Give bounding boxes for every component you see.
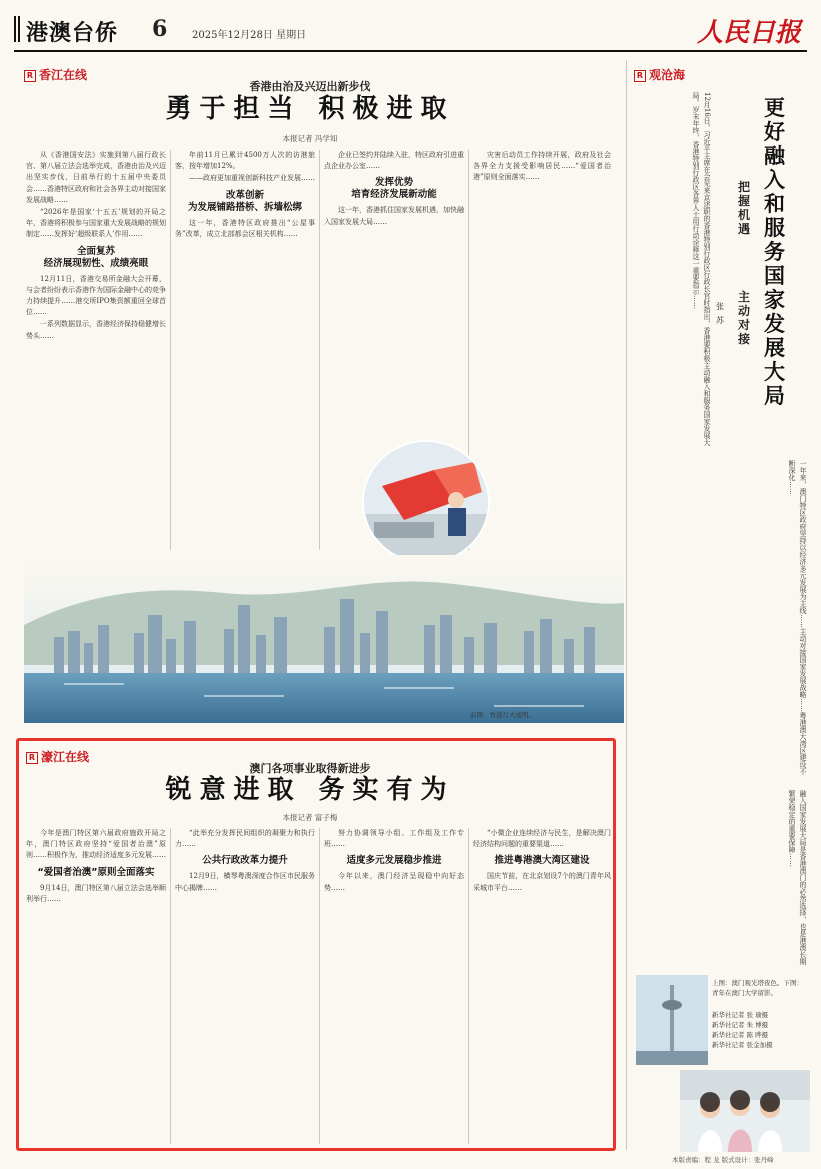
right-subtitle-2: 主动对接 xyxy=(738,290,751,346)
paragraph: 这一年，香港抓住国家发展机遇，加快融入国家发展大局…… xyxy=(324,206,464,226)
tag-icon: R xyxy=(634,70,646,82)
top-photo-caption: 前图：香港灯火通明。 xyxy=(470,711,535,719)
paragraph: 从《香港国安法》实施到第八届行政长官、第八届立法会选举完成，香港由治及兴迈出坚实步伐，日前举行的十五届中央委员会……香港特区政府和社会各界主动对接国家发展战略…… xyxy=(26,151,166,204)
subhead: 推进粤港澳大湾区建设 xyxy=(494,855,590,867)
credit-line: 新华社记者 陈 晔摄 xyxy=(712,1031,769,1039)
subhead: 适度多元发展稳步推进 xyxy=(346,855,442,867)
top-column-2 xyxy=(175,150,315,555)
bottom-column-1 xyxy=(26,828,166,1146)
column-divider xyxy=(319,150,320,550)
bottom-headline: 锐意进取 务实有为 xyxy=(165,775,455,805)
paragraph: 12月11日，香港交易所金融大会开幕，与会者纷纷表示香港作为国际金融中心的竞争力持续提升……港交所IPO集资额重回全球首位…… xyxy=(26,274,166,317)
bottom-byline: 本报记者 富子梅 xyxy=(282,813,338,822)
section-tag-hk: R 香江在线 xyxy=(24,66,87,83)
credit-line: 新华社记者 张金加摄 xyxy=(712,1041,773,1049)
masthead-bar xyxy=(14,16,20,42)
subhead: 发挥优势 培育经济发展新动能 xyxy=(351,177,437,201)
paragraph: “2026年是国家‘十五五’规划的开局之年，香港将积极参与国家重大发展战略的规划制定……发挥好‘超级联系人’作用…… xyxy=(26,208,166,239)
paragraph: “此举充分发挥民间组织的凝聚力和执行力…… xyxy=(175,829,315,849)
right-body-middle: 一年来，澳门特区政府坚持以经济多元发展为主线……主动对接国家发展战略……粤港澳大湾区建设不断深化…… xyxy=(788,460,807,775)
bottom-photo-caption: 上图：澳门观光塔夜色。下图：青年在澳门大学留影。 xyxy=(712,979,803,997)
right-subtitle-1: 把握机遇 xyxy=(738,180,751,236)
paragraph: 12月9日，横琴粤澳深度合作区市民服务中心揭牌…… xyxy=(175,872,315,892)
bottom-column-3 xyxy=(324,828,464,1146)
issue-date: 2025年12月28日 星期日 xyxy=(192,30,307,41)
top-byline: 本报记者 冯学知 xyxy=(282,134,338,143)
bottom-column-2 xyxy=(175,828,315,1146)
credit-line: 新华社记者 朱 博摄 xyxy=(712,1021,769,1029)
paragraph: 这一年，香港特区政府推出“公屋事务”改革，成立北部都会区相关机构…… xyxy=(175,218,315,238)
paragraph: 灾害后动员工作持续开展，政府及社会各界全力支援受影响居民……“爱国者治港”原则全面落实…… xyxy=(473,151,611,182)
paragraph: 年前11月已累计4500万人次的访港旅客，按年增加12%。 xyxy=(175,151,315,171)
paragraph: 9月14日，澳门特区第八届立法会选举顺利举行…… xyxy=(26,883,166,903)
column-divider xyxy=(170,150,171,550)
tag-icon: R xyxy=(26,752,38,764)
column-divider xyxy=(170,828,171,1144)
paragraph: ——政府更加重视创新科技产业发展…… xyxy=(189,174,315,183)
top-headline: 勇于担当 积极进取 xyxy=(165,94,455,124)
column-divider xyxy=(468,828,469,1144)
section-tag-macau: R 濠江在线 xyxy=(26,748,89,765)
masthead-rule xyxy=(14,50,807,52)
section-title: 港澳台侨 xyxy=(26,20,119,46)
section-tag-guan-canghai: R 观沧海 xyxy=(634,66,685,83)
top-column-3 xyxy=(324,150,464,440)
right-author: 张 苏 xyxy=(716,302,724,325)
right-body-upper: 12月16日，习近平主席在会见来京述职的香港特别行政区行政长官时指出，香港要积极主动融入和服务国家发展大局。岁末年终，香港特别行政区各界人士用行动诠释这一重要指示…… xyxy=(692,92,711,446)
photo-credits xyxy=(712,1010,808,1050)
right-body-lower: 融入国家发展大局是香港澳门的必然选择，也是港澳长期繁荣稳定的重要保障…… xyxy=(788,790,807,965)
paragraph: “小微企业连续经济与民生，是解决澳门经济结构问题的重要渠道…… xyxy=(473,829,611,849)
subhead: 全面复苏 经济展现韧性、成绩亮眼 xyxy=(43,245,149,269)
top-column-1 xyxy=(26,150,166,555)
right-column-divider xyxy=(626,60,627,1150)
top-kicker: 香港由治及兴迈出新步伐 xyxy=(249,80,371,93)
hong-kong-skyline-photo xyxy=(24,555,624,723)
worker-photo xyxy=(362,440,490,564)
subhead: “爱国者治澳”原则全面落实 xyxy=(37,866,155,878)
paragraph: 努力协调领导小组、工作组及工作专班…… xyxy=(324,829,464,849)
subhead: 改革创新 为发展铺路搭桥、拆墙松绑 xyxy=(187,189,302,213)
paragraph: 企业已签约并陆续入驻，特区政府引进重点企业办公室…… xyxy=(324,151,464,171)
bottom-kicker: 澳门各项事业取得新进步 xyxy=(249,762,371,775)
right-headline: 更好融入和服务国家发展大局 xyxy=(764,96,785,408)
tag-icon: R xyxy=(24,70,36,82)
top-column-4 xyxy=(473,150,611,550)
students-selfie-photo xyxy=(680,1070,810,1152)
macau-tower-photo xyxy=(636,975,708,1065)
page-number: 6 xyxy=(152,16,168,42)
subhead: 公共行政改革力提升 xyxy=(202,855,288,867)
column-divider xyxy=(319,828,320,1144)
paragraph: 今年是澳门特区第六届政府施政开局之年，澳门特区政府坚持“爱国者治澳”原则……积极作为，推动经济适度多元发展…… xyxy=(26,829,166,860)
paragraph: 一系列数据显示，香港经济保持稳健增长势头…… xyxy=(26,320,166,340)
credit-line: 新华社记者 张 瑜摄 xyxy=(712,1011,769,1019)
paragraph: 今年以来，澳门经济呈现稳中向好态势…… xyxy=(324,872,464,892)
page-footer: 本版责编：程 龙 版式设计：张丹峰 xyxy=(672,1156,774,1164)
newspaper-logo: 人民日报 xyxy=(696,18,801,48)
masthead xyxy=(14,10,807,50)
bottom-column-4 xyxy=(473,828,611,1146)
paragraph: 国庆节前，在北京划设7个的澳门青年风采城市平台…… xyxy=(473,872,611,892)
